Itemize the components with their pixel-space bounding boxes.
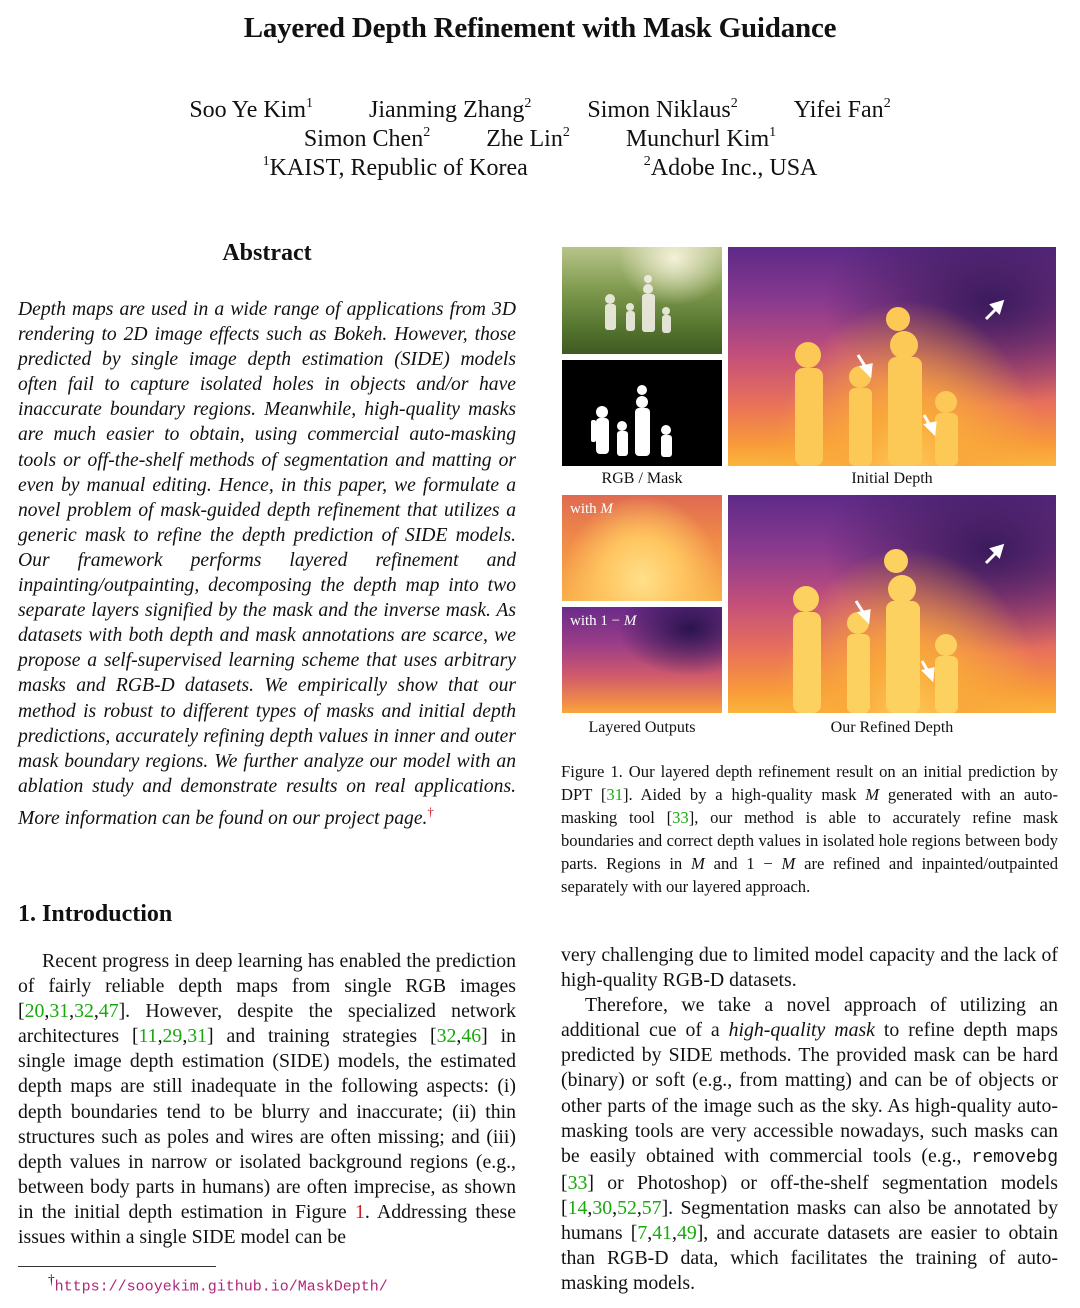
project-url-link[interactable]: https://sooyekim.github.io/MaskDepth/	[54, 1278, 388, 1296]
layer-with-m-panel	[562, 495, 722, 601]
abstract-text: Depth maps are used in a wide range of applications from 3D rendering to 2D image effects such as Bokeh. However, those predicted by single image depth estimation (SIDE) models often fail to capture isolated holes in objects and/or have inaccurate boundary regions. Meanwhile, high-quality masks are much easier to obtain, using commercial auto-masking tools or off-the-shelf methods of segmentation and matting or even by manual editing. Hence, in this paper, we formulate a novel problem of mask-guided depth refinement that utilizes a generic mask to refine the depth prediction of SIDE models. Our framework performs layered refinement and inpainting/outpainting, decomposing the depth map into two separate layers signified by the mask and the inverse mask. As datasets with both depth and mask annotations are scarce, we propose a self-supervised learning scheme that uses arbitrary masks and RGB-D datasets. We empirically show that our method is robust to different types of masks and initial depth predictions, accurately refining depth values in inner and outer mask boundary regions. We further analyze our model with an ablation study and demonstrate results on real applications. More information can be found on our project page.†	[18, 299, 516, 829]
citation-link[interactable]: 20	[24, 1000, 45, 1023]
citation-link[interactable]: 11	[138, 1025, 158, 1048]
rgb-image-panel	[562, 247, 722, 354]
label-refined-depth: Our Refined Depth	[830, 719, 954, 736]
mask-silhouettes	[562, 360, 722, 466]
citation-link[interactable]: 32	[74, 1000, 94, 1023]
author: Munchurl Kim$^1$	[625, 125, 777, 152]
author: Simon Chen$^2$	[303, 125, 431, 152]
label-initial-depth: Initial Depth	[851, 470, 933, 487]
citation-link[interactable]: 32	[436, 1025, 457, 1048]
author: Jianming Zhang$^2$	[369, 96, 532, 123]
footnote: †https://sooyekim.github.io/MaskDepth/	[48, 1272, 388, 1296]
citation-link[interactable]: 57	[641, 1196, 662, 1219]
citation-link[interactable]: 33	[672, 808, 689, 827]
affiliation: $^1$KAIST, Republic of Korea	[262, 154, 528, 181]
citation-link[interactable]: 46	[461, 1025, 482, 1048]
citation-link[interactable]: 30	[592, 1196, 613, 1219]
citation-link[interactable]: 41	[652, 1222, 672, 1245]
paragraph: Recent progress in deep learning has enabled the prediction of fairly reliable depth maps from single RGB images [20,31,32,47]. However, despite the specialized network architectures [11,29,31] and training strategies [32,46] in single image depth estimation (SIDE) models, the estimated depth maps are still inadequate in the following aspects: (i) depth boundaries tend to be blurry and inaccurate; (ii) thin structures such as poles and wires are often missing; and (iii) depth values in narrow or isolated background regions (e.g., between body parts in humans) are often imprecise, as shown in the initial depth estimation in Figure 1. Addressing these issues within a single SIDE model can be	[18, 950, 516, 1249]
refined-depth-panel	[728, 495, 1056, 713]
citation-link[interactable]: 31	[187, 1025, 208, 1048]
section-heading-introduction: 1. Introduction	[18, 901, 173, 927]
author: Simon Niklaus$^2$	[587, 96, 738, 123]
mask-panel	[562, 360, 722, 466]
panel-tag-with-1-minus-m: with 1 − M	[570, 613, 637, 629]
footnote-rule	[18, 1266, 216, 1267]
author: Yifei Fan$^2$	[793, 96, 891, 123]
citation-link[interactable]: 14	[567, 1196, 588, 1219]
label-rgb-mask: RGB / Mask	[601, 470, 683, 487]
intro-right-column	[561, 943, 1058, 1296]
authors-row-1	[0, 96, 1080, 124]
citation-link[interactable]: 33	[567, 1171, 588, 1194]
figure-caption: Figure 1. Our layered depth refinement result on an initial prediction by DPT [31]. Aided by a high-quality mask M generated with an auto-masking tool [33], our method is able to accurately refine mask boundaries and correct depth values in isolated hole regions between body parts. Regions in M and 1 − M are refined and inpainted/outpainted separately with our layered approach.	[561, 762, 1058, 896]
citation-link[interactable]: 31	[49, 1000, 70, 1023]
citation-link[interactable]: 7	[637, 1222, 648, 1245]
initial-depth-panel	[728, 247, 1056, 466]
affiliation: $^2$Adobe Inc., USA	[643, 154, 818, 181]
footnote-mark[interactable]: †	[427, 803, 434, 819]
abstract-heading: Abstract	[222, 240, 312, 266]
citation-link[interactable]: 49	[676, 1222, 697, 1245]
authors-row-2	[0, 125, 1080, 153]
family-photo-illustration	[562, 247, 722, 354]
citation-link[interactable]: 31	[606, 785, 623, 804]
panel-tag-with-m: with M	[570, 501, 613, 517]
affiliations	[0, 154, 1080, 182]
figure-ref-link[interactable]: 1	[354, 1200, 365, 1223]
author: Zhe Lin$^2$	[486, 125, 570, 152]
depth-silhouettes	[728, 247, 1056, 466]
author: Soo Ye Kim$^1$	[189, 96, 314, 123]
intro-left-column	[18, 949, 516, 1250]
citation-link[interactable]: 47	[98, 1000, 119, 1023]
citation-link[interactable]: 52	[617, 1196, 637, 1219]
label-layered-outputs: Layered Outputs	[588, 719, 696, 736]
layer-with-1-minus-m-panel	[562, 607, 722, 713]
paragraph: Therefore, we take a novel approach of utilizing an additional cue of a high-quality mask to refine depth maps predicted by SIDE methods. The provided mask can be hard (binary) or soft (e.g., from matting) and can be of objects or other parts of the image such as the sky. As high-quality auto-masking tools are very accessible nowadays, such masks can be easily obtained with commercial tools (e.g., removebg [33] or Photoshop) or off-the-shelf segmentation models [14,30,52,57]. Segmentation masks can also be annotated by humans [7,41,49], and accurate datasets are easier to obtain than RGB-D data, which facilitates the training of auto-masking models.	[561, 994, 1058, 1295]
paper-title: Layered Depth Refinement with Mask Guidance	[243, 12, 837, 44]
citation-link[interactable]: 29	[162, 1025, 183, 1048]
refined-depth-silhouettes	[728, 495, 1056, 713]
paragraph: very challenging due to limited model capacity and the lack of high-quality RGB-D datasets.	[561, 944, 1058, 992]
